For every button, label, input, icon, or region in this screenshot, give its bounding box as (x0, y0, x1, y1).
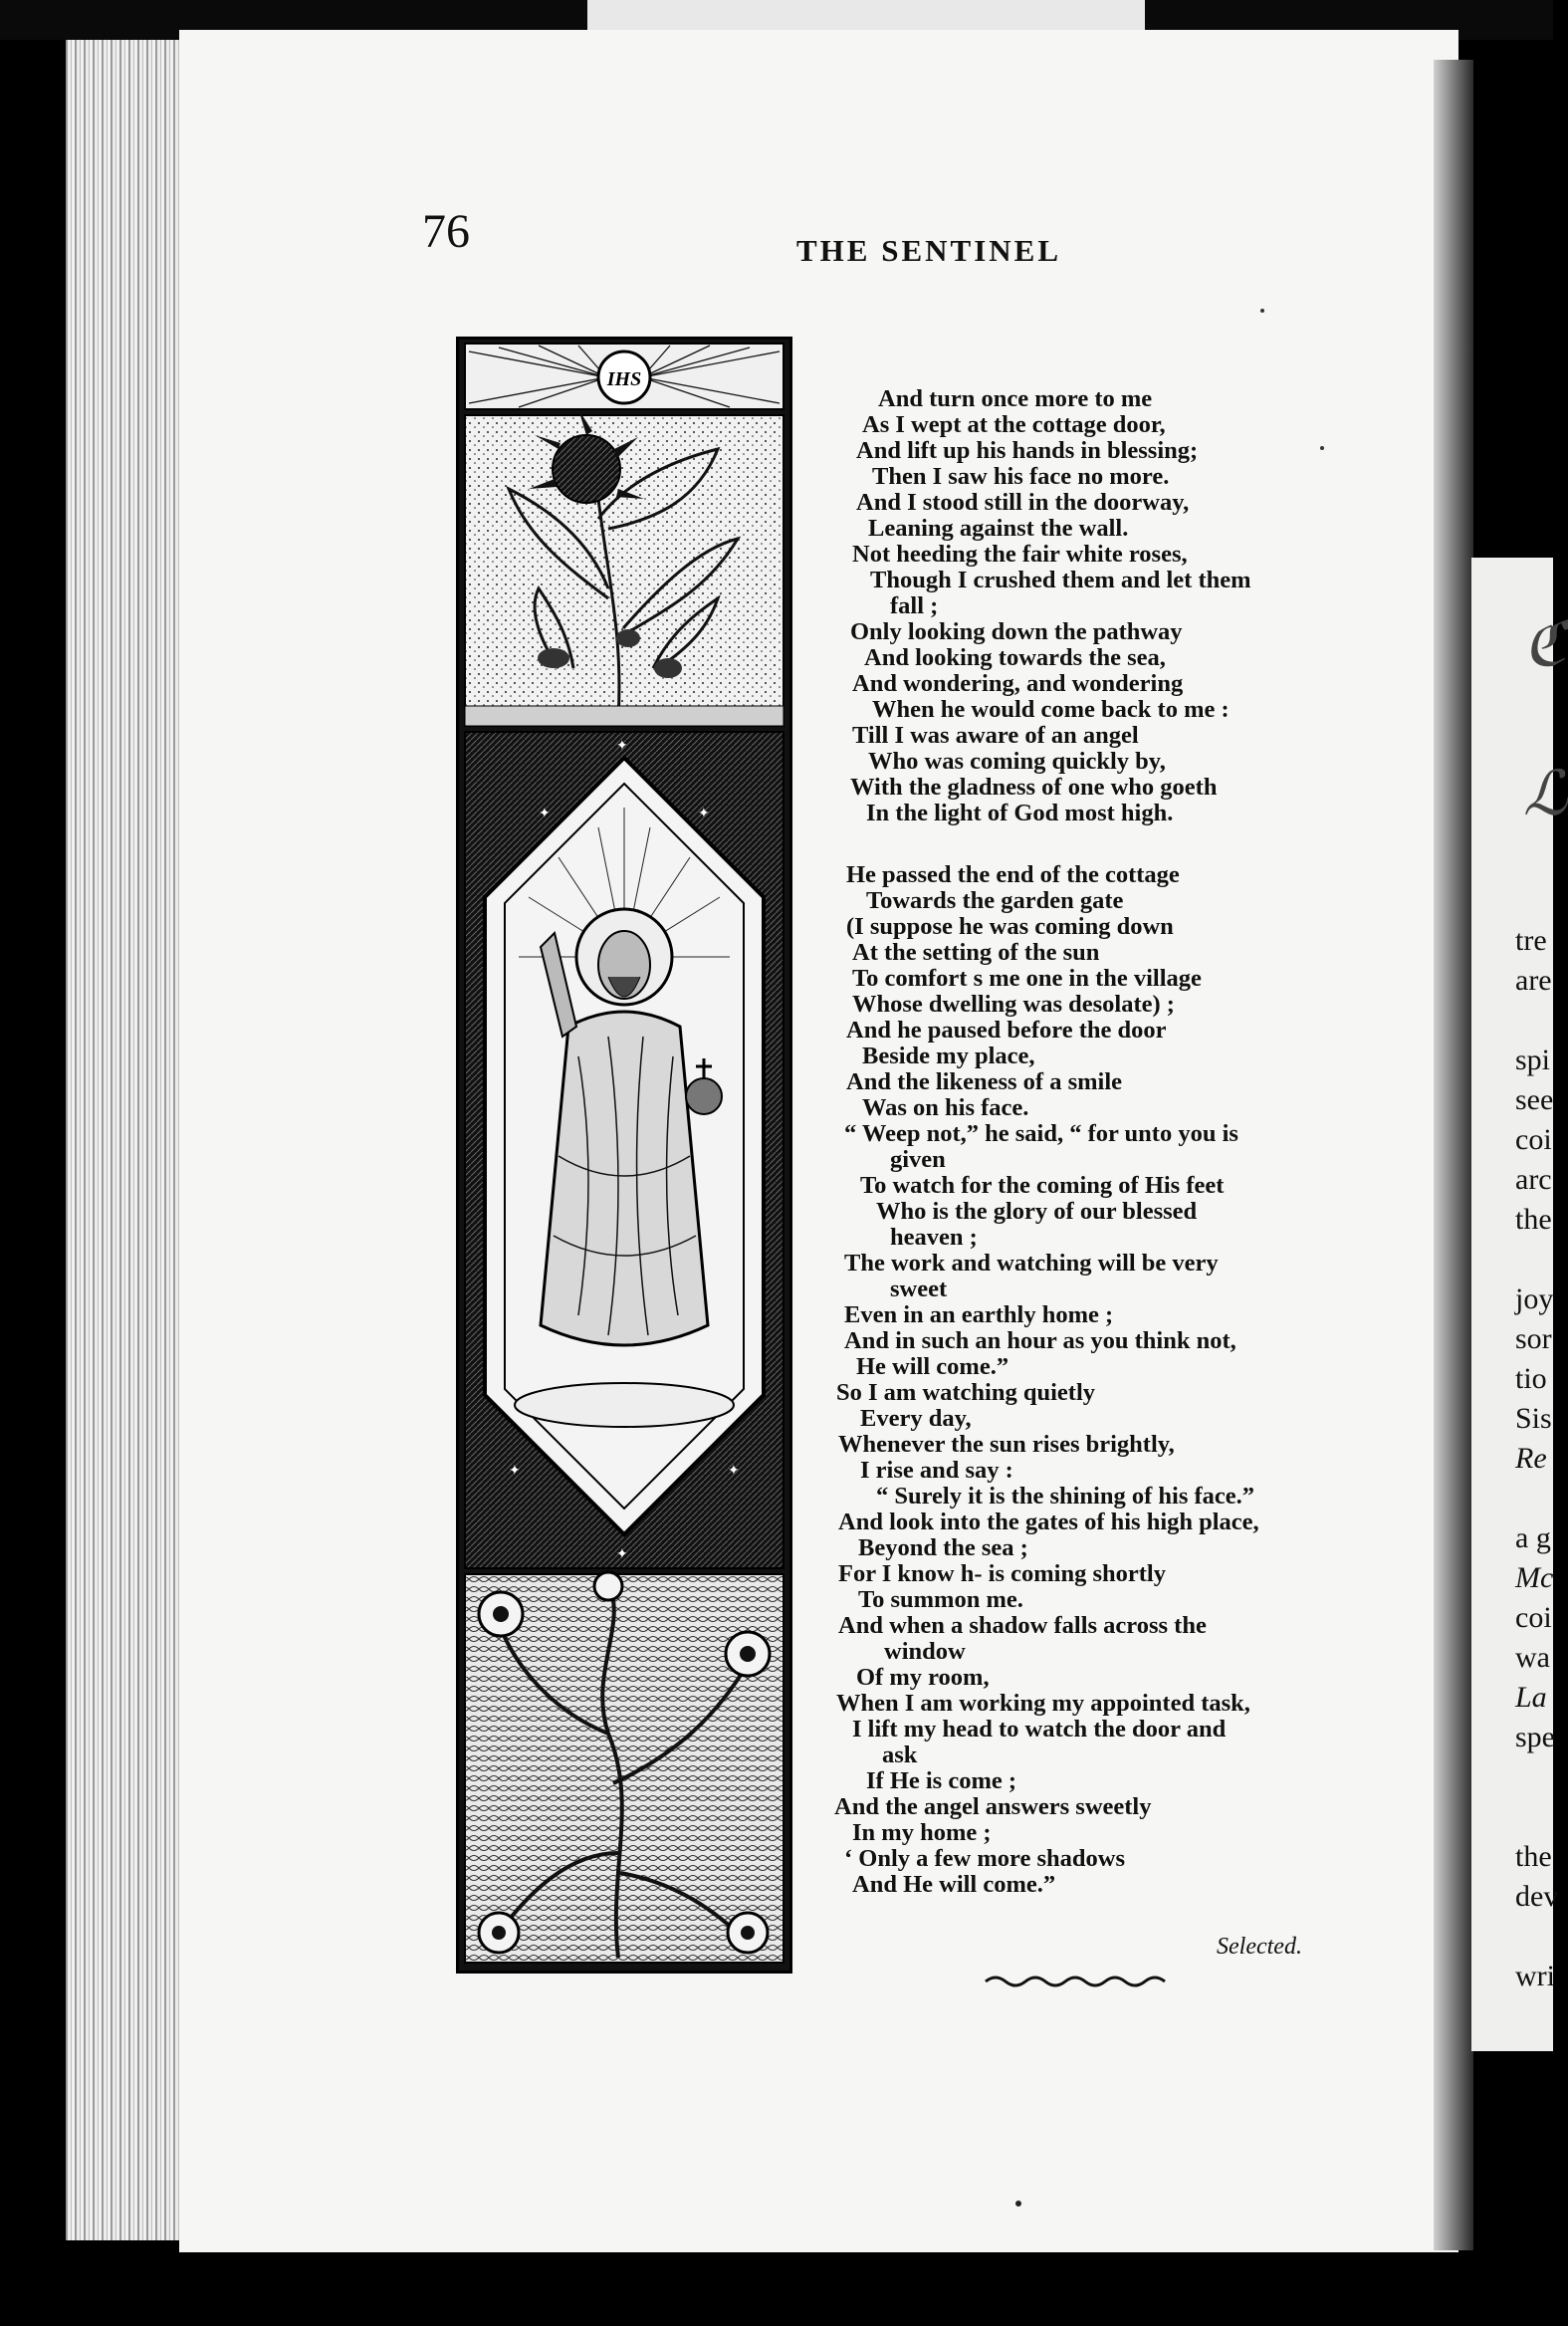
poem-line: And the likeness of a smile (846, 1068, 1123, 1095)
poem-line: As I wept at the cottage door, (862, 411, 1166, 438)
poem-line: fall ; (890, 592, 939, 619)
poem-line: Only looking down the pathway (850, 618, 1183, 645)
poem-line: Whenever the sun rises brightly, (838, 1431, 1175, 1458)
poem-line: Even in an earthly home ; (844, 1301, 1114, 1328)
decorative-initial-flourish: ℭ (1523, 611, 1567, 679)
poem-line: With the gladness of one who goeth (850, 774, 1218, 801)
poem-line: given (890, 1146, 946, 1173)
decorative-initial-flourish-2: ℒ (1523, 761, 1568, 828)
poem-line: “ Surely it is the shining of his face.” (876, 1483, 1255, 1510)
facing-page-fragment (1471, 558, 1568, 2051)
poem-line: Beside my place, (862, 1043, 1035, 1069)
poem-line: At the setting of the sun (852, 939, 1100, 966)
svg-text:✦: ✦ (509, 1463, 521, 1479)
poem-line: If He is come ; (866, 1767, 1017, 1794)
svg-text:✦: ✦ (616, 738, 628, 754)
poem-line: So I am watching quietly (836, 1379, 1096, 1406)
paper-scrap (587, 0, 1145, 34)
facing-page-text-fragment: see (1515, 1083, 1554, 1116)
poem-line: sweet (890, 1276, 948, 1302)
poem-line: Every day, (860, 1405, 972, 1432)
flower-panel (465, 415, 784, 726)
page-number: 76 (422, 205, 470, 258)
poem-line: Beyond the sea ; (858, 1534, 1028, 1561)
svg-text:✦: ✦ (728, 1463, 740, 1479)
facing-page-text-fragment: spi (1515, 1044, 1551, 1076)
poem-line: Who is the glory of our blessed (876, 1198, 1198, 1225)
stained-glass-illustration (456, 337, 792, 1974)
book-page (179, 30, 1458, 2252)
poem-line: When I am working my appointed task, (836, 1690, 1250, 1717)
poem-line: And turn once more to me (878, 385, 1153, 412)
poem-line: He passed the end of the cottage (846, 861, 1180, 888)
poem-line: And when a shadow falls across the (838, 1612, 1207, 1639)
facing-page-text-fragment: wri (1515, 1960, 1555, 1992)
facing-page-text-fragment: wa (1515, 1641, 1550, 1674)
poem-line: And look into the gates of his high place, (838, 1509, 1259, 1535)
poem-line: And I stood still in the doorway, (856, 489, 1190, 516)
scan-speck (1015, 2201, 1021, 2207)
facing-page-text-fragment: dev (1515, 1880, 1559, 1913)
ihs-monogram: IHS (606, 368, 642, 390)
svg-text:✦: ✦ (698, 806, 710, 821)
poem-line: When he would come back to me : (872, 696, 1230, 723)
poem-line: ask (882, 1742, 918, 1768)
poem-line: heaven ; (890, 1224, 978, 1251)
facing-page-text-fragment: the (1515, 1203, 1552, 1236)
poem-line: The work and watching will be very (844, 1250, 1219, 1277)
poem-line: Of my room, (856, 1664, 990, 1691)
facing-page-text-fragment: Sis (1515, 1402, 1552, 1435)
facing-page-text-fragment: spe (1515, 1721, 1555, 1753)
poem-line: Till I was aware of an angel (852, 722, 1139, 749)
facing-page-text-fragment: are (1515, 964, 1552, 997)
facing-page-text-fragment: tio (1515, 1362, 1547, 1395)
poem-line: And wondering, and wondering (852, 670, 1184, 697)
facing-page-text-fragment: La (1515, 1681, 1547, 1714)
poem-line: To summon me. (858, 1586, 1023, 1613)
scan-speck (1260, 309, 1264, 313)
poem-line: And lift up his hands in blessing; (856, 437, 1199, 464)
poem-line: I lift my head to watch the door and (852, 1716, 1227, 1743)
facing-page-text-fragment: Re (1515, 1442, 1547, 1475)
poem-line: Who was coming quickly by, (868, 748, 1166, 775)
poem-line: Leaning against the wall. (868, 515, 1129, 542)
poem-line: window (884, 1638, 966, 1665)
poem-line: For I know h- is coming shortly (838, 1560, 1166, 1587)
poem-line: To comfort s me one in the village (852, 965, 1202, 992)
poem-line: “ Weep not,” he said, “ for unto you is (844, 1120, 1238, 1147)
poem-line: And he paused before the door (846, 1017, 1167, 1044)
poem-line: (I suppose he was coming down (846, 913, 1174, 940)
poem-line: Not heeding the fair white roses, (852, 541, 1188, 568)
poem-line: Though I crushed them and let them (870, 567, 1251, 593)
facing-page-text-fragment: a g (1515, 1521, 1551, 1554)
facing-page-text-fragment: sor (1515, 1322, 1552, 1355)
wavy-divider (984, 1972, 1173, 1989)
poem-line: To watch for the coming of His feet (860, 1172, 1225, 1199)
poem-line: ‘ Only a few more shadows (844, 1845, 1125, 1872)
svg-text:✦: ✦ (616, 1546, 628, 1562)
facing-page-text-fragment: coi (1515, 1123, 1552, 1156)
facing-page-text-fragment: Mc (1515, 1561, 1554, 1594)
poem-line: Was on his face. (862, 1094, 1029, 1121)
poem-line: Towards the garden gate (866, 887, 1124, 914)
poem-line: I rise and say : (860, 1457, 1013, 1484)
svg-text:✦: ✦ (539, 806, 551, 821)
facing-page-text-fragment: arc (1515, 1163, 1552, 1196)
poem-line: And the angel answers sweetly (834, 1793, 1152, 1820)
poem-line: Then I saw his face no more. (872, 463, 1170, 490)
poem-line: Whose dwelling was desolate) ; (852, 991, 1175, 1018)
facing-page-text-fragment: the (1515, 1840, 1552, 1873)
running-title: THE SENTINEL (796, 233, 1062, 268)
facing-page-text-fragment: joy (1515, 1282, 1554, 1315)
scan-speck (1320, 446, 1324, 450)
poem-line: He will come.” (856, 1353, 1009, 1380)
facing-page-text-fragment: coi (1515, 1601, 1552, 1634)
attribution: Selected. (1217, 1934, 1302, 1960)
poem-line: In the light of God most high. (866, 800, 1174, 826)
poem-line: And He will come.” (852, 1871, 1056, 1898)
book-page-edges (66, 40, 185, 2240)
poem-line: And looking towards the sea, (864, 644, 1166, 671)
poem-line: In my home ; (852, 1819, 992, 1846)
facing-page-text-fragment: tre (1515, 924, 1547, 957)
poem-line: And in such an hour as you think not, (844, 1327, 1236, 1354)
book-gutter-shadow (1434, 60, 1473, 2250)
